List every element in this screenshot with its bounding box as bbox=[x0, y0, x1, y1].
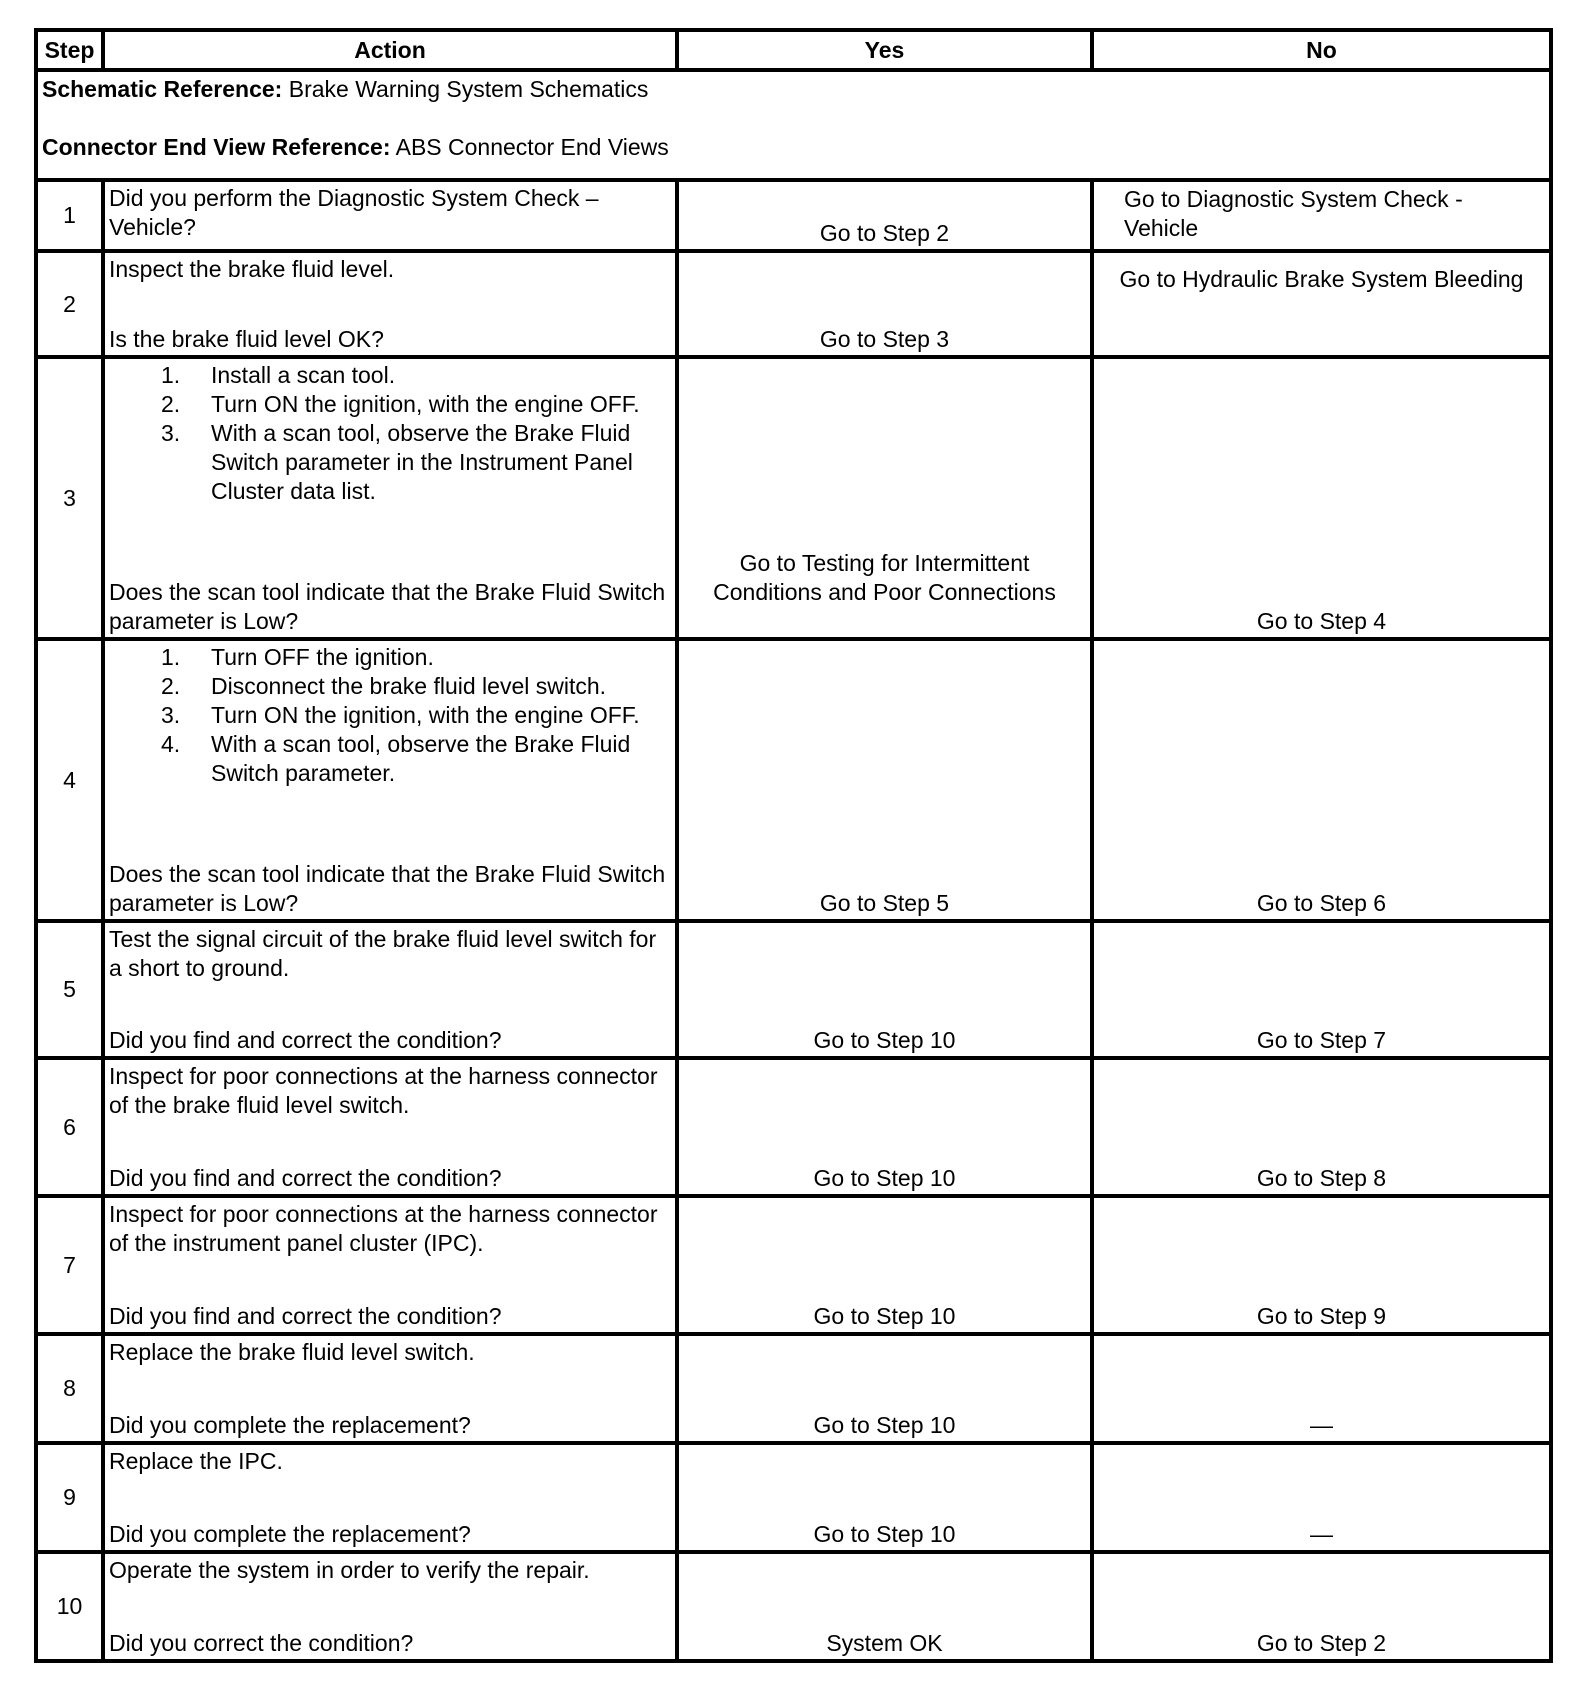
list-text: Install a scan tool. bbox=[211, 362, 396, 388]
list-item bbox=[109, 361, 671, 390]
yes-link[interactable]: Go to Step 10 bbox=[813, 1412, 956, 1438]
step-number: 5 bbox=[36, 921, 103, 1058]
no-cell bbox=[1094, 359, 1549, 637]
list-number: 1. bbox=[161, 362, 181, 388]
action-text: Replace the brake fluid level switch. bbox=[109, 1339, 475, 1365]
yes-cell bbox=[679, 1554, 1090, 1659]
no-cell bbox=[1094, 1554, 1549, 1659]
header-step: Step bbox=[36, 30, 103, 70]
no-cell bbox=[1094, 253, 1549, 355]
list-item bbox=[109, 419, 671, 506]
action-text: Test the signal circuit of the brake fluid level switch for a short to ground. bbox=[109, 926, 657, 981]
action-cell bbox=[105, 253, 675, 355]
yes-cell bbox=[679, 923, 1090, 1056]
table-row bbox=[36, 180, 1551, 251]
list-item bbox=[109, 390, 671, 419]
yes-cell bbox=[679, 1198, 1090, 1332]
no-link[interactable]: Go to Step 6 bbox=[1256, 890, 1387, 916]
step-number: 1 bbox=[36, 180, 103, 251]
action-cell bbox=[105, 1554, 675, 1659]
yes-link[interactable]: Go to Step 10 bbox=[813, 1027, 956, 1053]
list-text: Turn ON the ignition, with the engine OFF. bbox=[211, 702, 640, 728]
action-question: Did you complete the replacement? bbox=[109, 1521, 471, 1547]
list-text: Disconnect the brake fluid level switch. bbox=[211, 673, 607, 699]
action-cell bbox=[105, 923, 675, 1056]
step-number: 10 bbox=[36, 1552, 103, 1661]
yes-cell bbox=[679, 253, 1090, 355]
list-text: Turn ON the ignition, with the engine OFF. bbox=[211, 391, 640, 417]
list-item bbox=[109, 730, 671, 788]
table-row bbox=[36, 1552, 1551, 1661]
action-question: Is the brake fluid level OK? bbox=[109, 326, 384, 352]
action-text: Inspect for poor connections at the harness connector of the instrument panel cluster (IPC). bbox=[109, 1201, 658, 1256]
header-no: No bbox=[1092, 30, 1551, 70]
yes-link[interactable]: Go to Step 10 bbox=[813, 1165, 956, 1191]
action-text: Operate the system in order to verify the repair. bbox=[109, 1557, 590, 1583]
list-text: With a scan tool, observe the Brake Fluid Switch parameter. bbox=[211, 731, 631, 786]
list-text: With a scan tool, observe the Brake Fluid Switch parameter in the Instrument Panel Cluster data list. bbox=[211, 420, 633, 504]
no-link[interactable]: Go to Step 8 bbox=[1256, 1165, 1387, 1191]
yes-cell bbox=[679, 359, 1090, 637]
no-link[interactable]: Go to Step 7 bbox=[1256, 1027, 1387, 1053]
connector-reference-link[interactable]: ABS Connector End Views bbox=[390, 134, 669, 160]
list-number: 3. bbox=[161, 420, 181, 446]
no-cell bbox=[1094, 1336, 1549, 1441]
action-question: Did you find and correct the condition? bbox=[109, 1165, 502, 1191]
no-cell bbox=[1094, 1060, 1549, 1194]
header-action: Action bbox=[103, 30, 677, 70]
list-number: 4. bbox=[161, 731, 181, 757]
list-item bbox=[109, 672, 671, 701]
schematic-reference-link[interactable]: Brake Warning System Schematics bbox=[282, 76, 649, 102]
action-cell bbox=[105, 641, 675, 919]
no-link[interactable]: Go to Hydraulic Brake System Bleeding bbox=[1119, 266, 1524, 292]
action-question: Did you find and correct the condition? bbox=[109, 1027, 502, 1053]
yes-link[interactable]: System OK bbox=[826, 1630, 943, 1656]
yes-link[interactable]: Go to Step 10 bbox=[813, 1303, 956, 1329]
action-cell bbox=[105, 1336, 675, 1441]
no-cell bbox=[1094, 1198, 1549, 1332]
no-link[interactable]: Go to Step 9 bbox=[1256, 1303, 1387, 1329]
action-cell bbox=[105, 359, 675, 637]
no-link[interactable]: Go to Diagnostic System Check - Vehicle bbox=[1124, 186, 1463, 241]
schematic-reference-label: Schematic Reference: bbox=[42, 76, 283, 102]
action-text: Did you perform the Diagnostic System Check – Vehicle? bbox=[109, 185, 599, 240]
yes-link[interactable]: Go to Step 10 bbox=[813, 1521, 956, 1547]
yes-cell bbox=[679, 641, 1090, 919]
action-question: Did you find and correct the condition? bbox=[109, 1303, 502, 1329]
action-cell bbox=[105, 182, 675, 249]
table-row bbox=[36, 639, 1551, 921]
no-link[interactable]: — bbox=[1310, 1412, 1333, 1438]
list-number: 2. bbox=[161, 673, 181, 699]
no-link[interactable]: — bbox=[1310, 1521, 1333, 1547]
diagnostic-table bbox=[34, 28, 1553, 1663]
table-row bbox=[36, 1196, 1551, 1334]
no-cell bbox=[1094, 641, 1549, 919]
no-link[interactable]: Go to Step 2 bbox=[1256, 1630, 1387, 1656]
table-row bbox=[36, 1334, 1551, 1443]
list-number: 1. bbox=[161, 644, 181, 670]
action-cell bbox=[105, 1060, 675, 1194]
no-link[interactable]: Go to Step 4 bbox=[1256, 608, 1387, 634]
table-row bbox=[36, 1443, 1551, 1552]
list-text: Turn OFF the ignition. bbox=[211, 644, 434, 670]
action-cell bbox=[105, 1445, 675, 1550]
reference-row bbox=[36, 70, 1551, 180]
yes-cell bbox=[679, 1060, 1090, 1194]
header-row bbox=[36, 30, 1551, 70]
action-text: Replace the IPC. bbox=[109, 1448, 283, 1474]
connector-reference-label: Connector End View Reference: bbox=[42, 134, 391, 160]
action-cell bbox=[105, 1198, 675, 1332]
list-number: 2. bbox=[161, 391, 181, 417]
action-question: Did you correct the condition? bbox=[109, 1630, 414, 1656]
yes-cell bbox=[679, 1445, 1090, 1550]
no-cell bbox=[1094, 1445, 1549, 1550]
table-row bbox=[36, 357, 1551, 639]
step-number: 3 bbox=[36, 357, 103, 639]
action-question: Did you complete the replacement? bbox=[109, 1412, 471, 1438]
no-cell bbox=[1094, 923, 1549, 1056]
yes-link[interactable]: Go to Step 2 bbox=[819, 220, 950, 246]
step-number: 4 bbox=[36, 639, 103, 921]
step-number: 2 bbox=[36, 251, 103, 357]
header-yes: Yes bbox=[677, 30, 1092, 70]
action-text: Inspect for poor connections at the harness connector of the brake fluid level switch. bbox=[109, 1063, 658, 1118]
action-steps bbox=[109, 361, 671, 506]
step-number: 8 bbox=[36, 1334, 103, 1443]
list-item bbox=[109, 701, 671, 730]
action-question: Does the scan tool indicate that the Brake Fluid Switch parameter is Low? bbox=[109, 861, 666, 916]
list-number: 3. bbox=[161, 702, 181, 728]
yes-link[interactable]: Go to Testing for Intermittent Conditions and Poor Connections bbox=[713, 550, 1056, 605]
list-item bbox=[109, 643, 671, 672]
action-question: Does the scan tool indicate that the Brake Fluid Switch parameter is Low? bbox=[109, 579, 666, 634]
no-cell bbox=[1094, 182, 1549, 249]
step-number: 7 bbox=[36, 1196, 103, 1334]
yes-link[interactable]: Go to Step 3 bbox=[819, 326, 950, 352]
table-row bbox=[36, 251, 1551, 357]
yes-cell bbox=[679, 1336, 1090, 1441]
table-row bbox=[36, 921, 1551, 1058]
table-row bbox=[36, 1058, 1551, 1196]
step-number: 9 bbox=[36, 1443, 103, 1552]
action-text: Inspect the brake fluid level. bbox=[109, 256, 395, 282]
action-steps bbox=[109, 643, 671, 788]
step-number: 6 bbox=[36, 1058, 103, 1196]
yes-cell bbox=[679, 182, 1090, 249]
yes-link[interactable]: Go to Step 5 bbox=[819, 890, 950, 916]
